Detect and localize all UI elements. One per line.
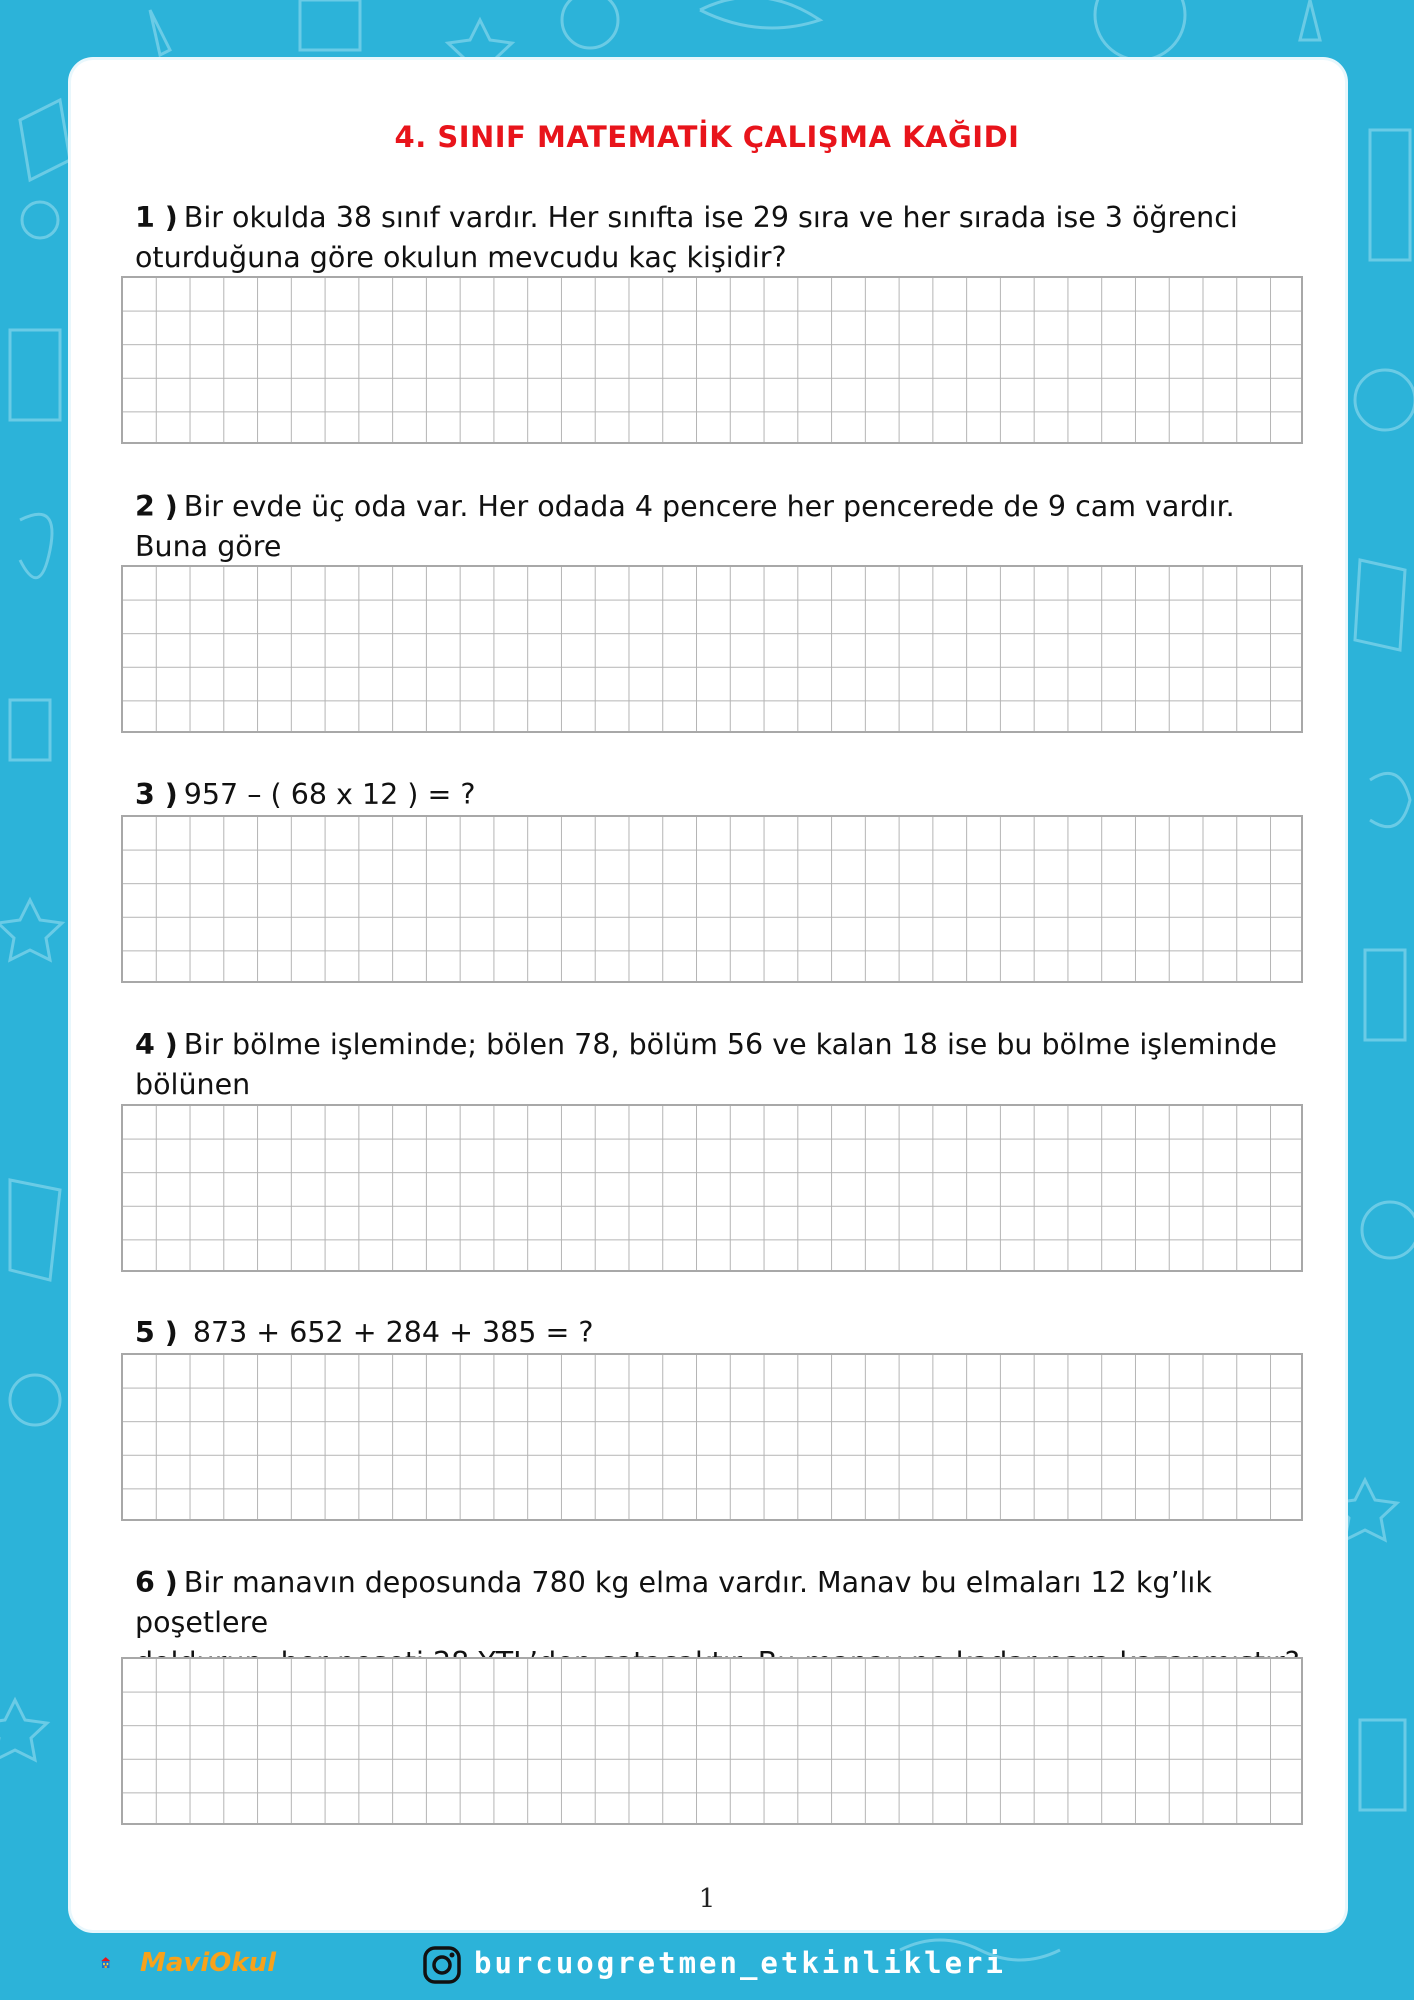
question-text: Bir bölme işleminde; bölen 78, bölüm 56 ve kalan 18 ise bu bölme işleminde bölünen xyxy=(135,1028,1277,1101)
question-number: 6 ) xyxy=(135,1566,178,1599)
question-text: Bir evde üç oda var. Her odada 4 pencere her pencerede de 9 cam vardır. Buna göre xyxy=(135,490,1235,563)
instagram-icon xyxy=(422,1945,462,1985)
answer-grid-3[interactable] xyxy=(121,815,1303,983)
question-number: 3 ) xyxy=(135,778,178,811)
question-number: 5 ) xyxy=(135,1316,178,1349)
question-number: 1 ) xyxy=(135,201,178,234)
question-text: 873 + 652 + 284 + 385 = ? xyxy=(183,1316,594,1349)
question-text-continued: oturduğuna göre okulun mevcudu kaç kişidir? xyxy=(135,241,787,274)
question-text: Bir okulda 38 sınıf vardır. Her sınıfta ise 29 sıra ve her sırada ise 3 öğrenci xyxy=(183,201,1238,234)
question-5 xyxy=(135,1313,1305,1353)
maviokul-logo-icon xyxy=(100,1937,140,1987)
instagram-handle[interactable]: burcuogretmen_etkinlikleri xyxy=(474,1946,1006,1980)
question-number: 4 ) xyxy=(135,1028,178,1061)
answer-grid-1[interactable] xyxy=(121,276,1303,444)
question-1 xyxy=(135,198,1305,278)
question-number: 2 ) xyxy=(135,490,178,523)
answer-grid-4[interactable] xyxy=(121,1104,1303,1272)
brand-logo-text: MaviOkul xyxy=(140,1948,277,1978)
question-text: Bir manavın deposunda 780 kg elma vardır. Manav bu elmaları 12 kg’lık poşetlere xyxy=(135,1566,1212,1639)
question-3 xyxy=(135,775,1305,815)
question-text: 957 – ( 68 x 12 ) = ? xyxy=(183,778,476,811)
answer-grid-2[interactable] xyxy=(121,565,1303,733)
worksheet-title: 4. SINIF MATEMATİK ÇALIŞMA KAĞIDI xyxy=(394,120,1020,154)
page-number: 1 xyxy=(698,1884,716,1914)
answer-grid-5[interactable] xyxy=(121,1353,1303,1521)
answer-grid-6[interactable] xyxy=(121,1657,1303,1825)
